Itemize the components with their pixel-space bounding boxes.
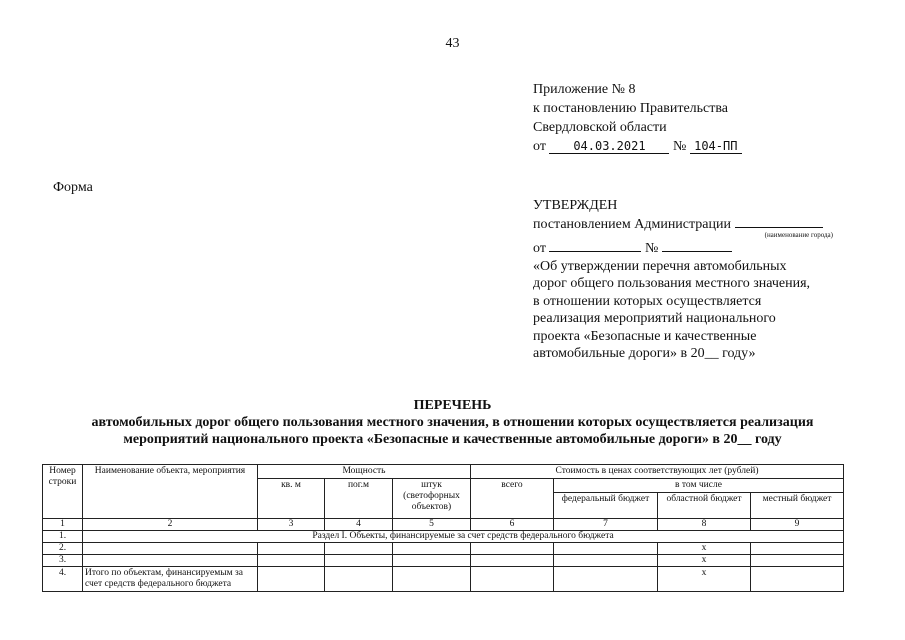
- page-number: 43: [445, 36, 460, 51]
- quote-line-6: автомобильные дороги» в 20__ году»: [533, 346, 756, 361]
- header-cost: Стоимость в ценах соответствующих лет (рублей): [471, 465, 844, 479]
- approved-number-blank: [662, 239, 732, 252]
- header-linear-m: пог.м: [325, 479, 393, 519]
- row-name: Итого по объектам, финансируемым за счет средств федерального бюджета: [83, 567, 258, 592]
- approved-number-label: №: [644, 241, 659, 256]
- row-name: [83, 555, 258, 567]
- title-line-2: автомобильных дорог общего пользования местного значения, в отношении которых осуществляется реализация: [91, 415, 814, 430]
- title-line-3: мероприятий национального проекта «Безопасные и качественные автомобильные дороги» в 20__ году: [123, 432, 782, 447]
- row-regional: х: [658, 555, 751, 567]
- document-title: [0, 397, 905, 448]
- col-num-9: 9: [751, 519, 844, 531]
- appendix-number: 104-ПП: [690, 139, 742, 154]
- header-including: в том числе: [554, 479, 844, 493]
- appendix-from-label: от: [533, 139, 546, 154]
- row-number: 4.: [43, 567, 83, 592]
- city-hint: (наименование города): [764, 231, 833, 239]
- quote-line-3: в отношении которых осуществляется: [533, 293, 762, 309]
- title-main: ПЕРЕЧЕНЬ: [413, 398, 492, 413]
- approved-date-blank: [549, 239, 641, 252]
- col-num-3: 3: [258, 519, 325, 531]
- row-regional: х: [658, 567, 751, 592]
- appendix-date: 04.03.2021: [549, 139, 669, 154]
- row-number: 3.: [43, 555, 83, 567]
- header-federal: федеральный бюджет: [554, 493, 658, 519]
- quote-line-4: реализация мероприятий национального: [533, 311, 776, 326]
- appendix-block: [533, 80, 742, 156]
- header-sqm: кв. м: [258, 479, 325, 519]
- appendix-number-label: №: [672, 139, 687, 154]
- appendix-line-1: Приложение № 8: [533, 82, 636, 97]
- approved-heading: УТВЕРЖДЕН: [533, 198, 618, 213]
- col-num-7: 7: [554, 519, 658, 531]
- col-num-6: 6: [471, 519, 554, 531]
- section-1-title: Раздел I. Объекты, финансируемые за счет средств федерального бюджета: [83, 531, 844, 543]
- appendix-date-line: [533, 137, 742, 156]
- form-label: Форма: [53, 180, 93, 195]
- approved-from-label: от: [533, 241, 546, 256]
- header-row-number: Номер строки: [43, 465, 83, 519]
- quote-line-2: дорог общего пользования местного значения,: [533, 276, 811, 291]
- row-name: [83, 543, 258, 555]
- header-regional: областной бюджет: [658, 493, 751, 519]
- table-row: [43, 567, 844, 592]
- row-regional: х: [658, 543, 751, 555]
- header-total: всего: [471, 479, 554, 519]
- roads-table: [42, 464, 844, 592]
- quote-line-5: проекта «Безопасные и качественные: [533, 328, 757, 344]
- approved-by: постановлением Администрации: [533, 216, 731, 232]
- col-num-4: 4: [325, 519, 393, 531]
- section-1-number: 1.: [43, 531, 83, 543]
- col-num-8: 8: [658, 519, 751, 531]
- approved-block: [533, 197, 853, 363]
- quote-line-1: «Об утверждении перечня автомобильных: [533, 258, 787, 274]
- col-num-5: 5: [393, 519, 471, 531]
- city-blank: [735, 215, 823, 228]
- row-number: 2.: [43, 543, 83, 555]
- approved-date-line: [533, 239, 853, 258]
- table-row: [43, 543, 844, 555]
- header-pieces: штук (светофорных объектов): [393, 479, 471, 519]
- col-num-2: 2: [83, 519, 258, 531]
- header-name: Наименование объекта, мероприятия: [83, 465, 258, 519]
- header-local: местный бюджет: [751, 493, 844, 519]
- appendix-line-2: к постановлению Правительства: [533, 101, 729, 116]
- header-capacity: Мощность: [258, 465, 471, 479]
- col-num-1: 1: [43, 519, 83, 531]
- appendix-line-3: Свердловской области: [533, 120, 667, 135]
- table-row: [43, 555, 844, 567]
